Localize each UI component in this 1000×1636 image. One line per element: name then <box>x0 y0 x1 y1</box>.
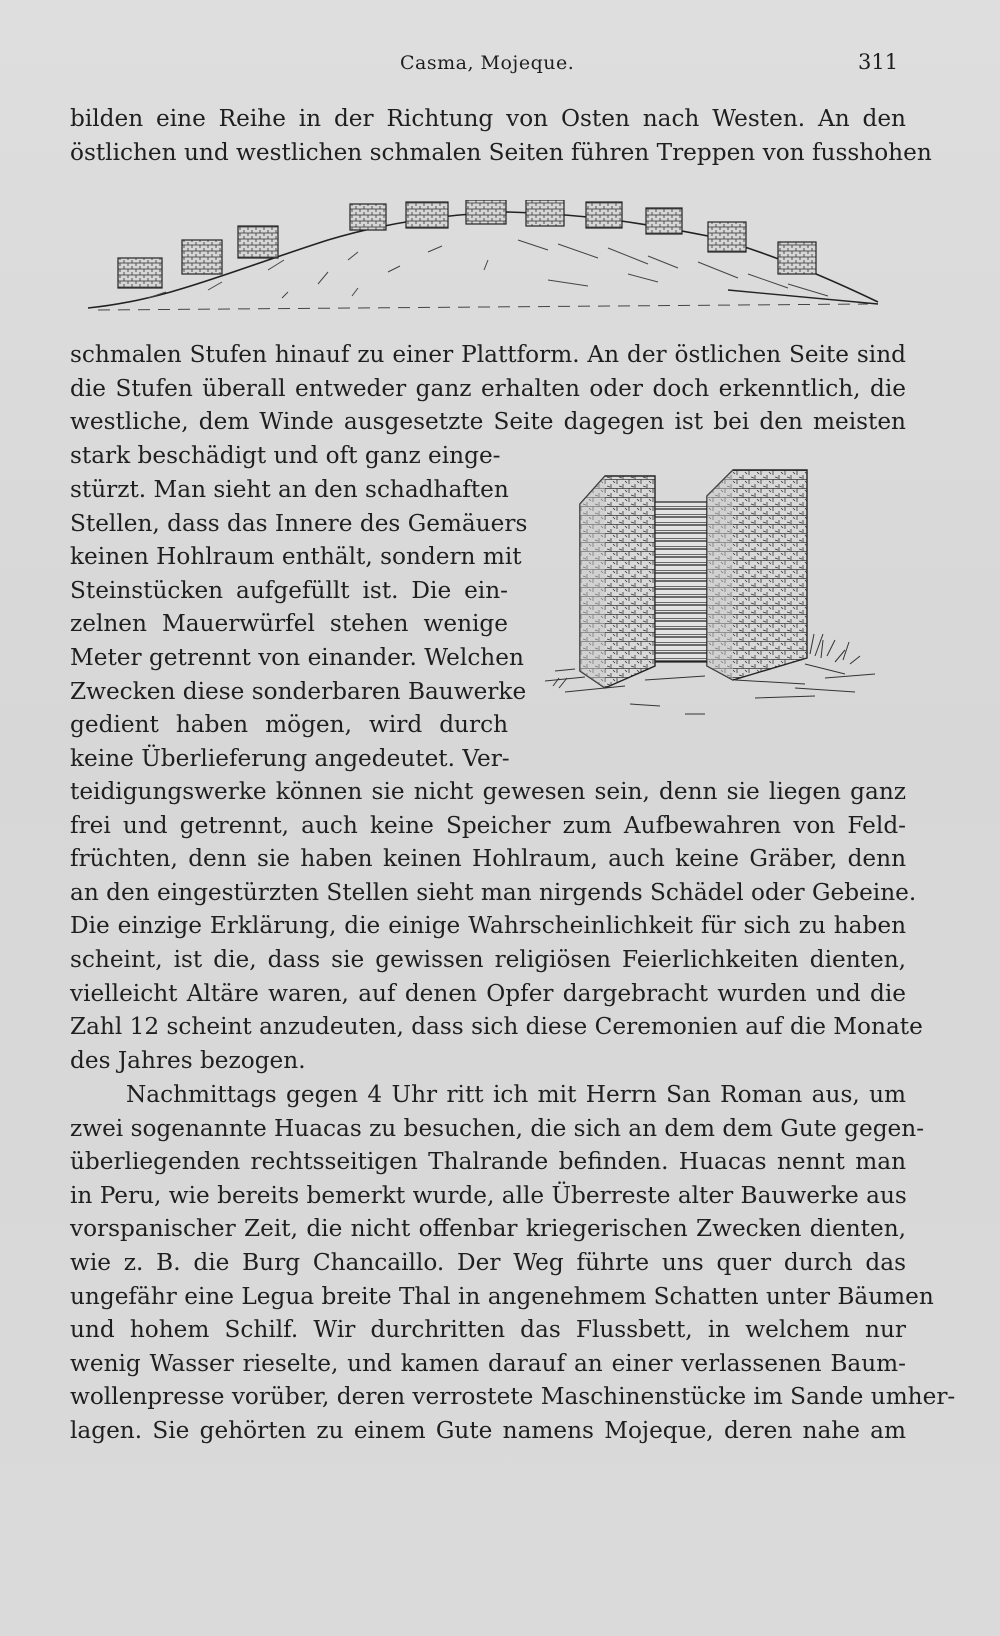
text-line: stürzt. Man sieht an den schadhaften <box>70 476 509 503</box>
text-line: überliegenden rechtsseitigen Thalrande befinden. Huacas nennt man <box>70 1148 906 1176</box>
text-line: bilden eine Reihe in der Richtung von Osten nach Westen. An den <box>70 105 906 132</box>
text-line: keinen Hohlraum enthält, sondern mit <box>70 543 522 571</box>
text-line: früchten, denn sie haben keinen Hohlraum, auch keine Gräber, denn <box>70 845 906 873</box>
text-line: östlichen und westlichen schmalen Seiten führen Treppen von fusshohen <box>70 138 932 166</box>
paragraph-4 <box>70 775 923 1077</box>
text-line: wie z. B. die Burg Chancaillo. Der Weg führte uns quer durch das <box>70 1248 906 1276</box>
page-header <box>0 48 1000 78</box>
text-line: Meter getrennt von einander. Welchen <box>70 643 524 671</box>
text-line: vorspanischer Zeit, die nicht offenbar kriegerischen Zwecken dienten, <box>70 1215 906 1243</box>
page-number: 311 <box>858 50 899 74</box>
text-line: Steinstücken aufgefüllt ist. Die ein- <box>70 576 508 604</box>
text-line: in Peru, wie bereits bemerkt wurde, alle Überreste alter Bauwerke aus <box>70 1181 907 1209</box>
text-line: wollenpresse vorüber, deren verrostete Maschinenstücke im Sande umher- <box>70 1383 956 1411</box>
text-line: die Stufen überall entweder ganz erhalten oder doch erkenntlich, die <box>70 374 906 402</box>
text-line: Zwecken diese sonderbaren Bauwerke <box>70 677 527 705</box>
text-line: zwei sogenannte Huacas zu besuchen, die sich an dem dem Gute gegen- <box>70 1114 925 1142</box>
text-line: frei und getrennt, auch keine Speicher zum Aufbewahren von Feld- <box>70 811 906 839</box>
running-head: Casma, Mojeque. <box>400 52 575 74</box>
text-line: gedient haben mögen, wird durch <box>70 711 508 739</box>
text-line: stark beschädigt und oft ganz einge- <box>70 441 501 469</box>
paragraph-2 <box>70 338 906 472</box>
platform-illustration-icon <box>88 200 888 330</box>
text-line: und hohem Schilf. Wir durchritten das Flussbett, in welchem nur <box>70 1316 906 1344</box>
text-line: westliche, dem Winde ausgesetzte Seite dagegen ist bei den meisten <box>70 408 906 436</box>
paragraph-1 <box>70 102 932 169</box>
text-line: schmalen Stufen hinauf zu einer Plattform. An der östlichen Seite sind <box>70 341 906 368</box>
text-line: keine Überlieferung angedeutet. Ver- <box>70 744 510 772</box>
text-line: lagen. Sie gehörten zu einem Gute namens Mojeque, deren nahe am <box>70 1416 906 1444</box>
text-line: zelnen Mauerwürfel stehen wenige <box>70 610 508 638</box>
text-line: scheint, ist die, dass sie gewissen religiösen Feierlichkeiten dienten, <box>70 945 906 973</box>
text-line: vielleicht Altäre waren, auf denen Opfer dargebracht wurden und die <box>70 979 906 1007</box>
text-line: wenig Wasser rieselte, und kamen darauf an einer verlassenen Baum- <box>70 1349 906 1377</box>
text-line: des Jahres bezogen. <box>70 1046 306 1074</box>
text-line: Nachmittags gegen 4 Uhr ritt ich mit Herrn San Roman aus, um <box>126 1081 906 1108</box>
paragraph-5 <box>70 1078 956 1448</box>
masonry-tower-illustration-icon <box>545 466 895 736</box>
text-line: Zahl 12 scheint anzudeuten, dass sich diese Ceremonien auf die Monate <box>70 1013 923 1041</box>
text-line: teidigungswerke können sie nicht gewesen sein, denn sie liegen ganz <box>70 778 906 805</box>
text-line: Die einzige Erklärung, die einige Wahrscheinlichkeit für sich zu haben <box>70 912 906 940</box>
text-line: an den eingestürzten Stellen sieht man nirgends Schädel oder Gebeine. <box>70 878 917 906</box>
text-line: ungefähr eine Legua breite Thal in angenehmem Schatten unter Bäumen <box>70 1282 934 1310</box>
text-line: Stellen, dass das Innere des Gemäuers <box>70 509 528 537</box>
paragraph-3 <box>70 473 528 775</box>
